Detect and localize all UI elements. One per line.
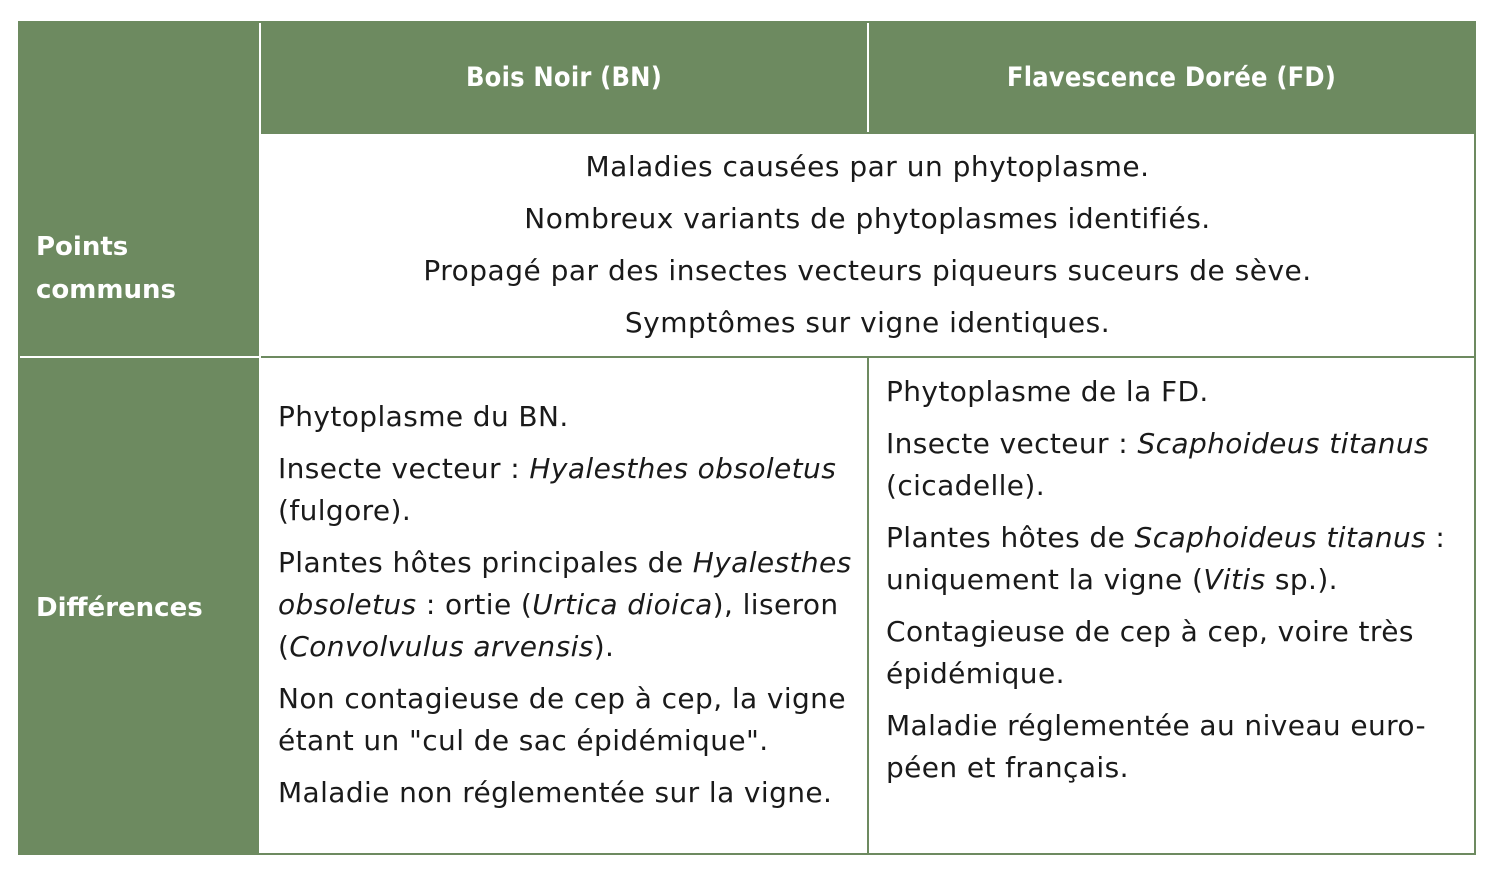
bn-contagion: Non contagieuse de cep à cep, la vigne étant un "cul de sac épidémique". <box>278 682 846 757</box>
row-label-common <box>20 184 259 354</box>
grid-line-label-divider <box>259 23 261 853</box>
grid-line-label-row-divider <box>20 356 259 358</box>
bn-regulation: Maladie non réglementée sur la vigne. <box>278 776 833 809</box>
row-label-common-line2: communs <box>36 275 176 305</box>
bn-vector: Insecte vecteur : Hyalesthes obsoletus (fulgore). <box>278 452 846 527</box>
row-label-differences <box>20 583 259 633</box>
fd-vector: Insecte vecteur : Scaphoideus titanus (cicadelle). <box>886 427 1439 502</box>
fd-pathogen: Phytoplasme de la FD. <box>886 375 1209 408</box>
comparison-table <box>18 21 1476 855</box>
column-header-bn-text: Bois Noir (BN) <box>465 62 663 93</box>
fd-differences-cell <box>869 371 1474 851</box>
common-point: Propagé par des insectes vecteurs piqueurs suceurs de sève. <box>423 254 1312 287</box>
common-point: Nombreux variants de phytoplasmes identifiés. <box>524 202 1211 235</box>
grid-line-column-divider <box>867 358 869 853</box>
column-header-bn <box>261 23 867 132</box>
common-point: Symptômes sur vigne identiques. <box>624 306 1111 339</box>
row-label-column <box>20 23 259 853</box>
column-header-fd-text: Flavescence Dorée (FD) <box>1006 62 1337 93</box>
row-label-common-line1: Points <box>36 232 129 262</box>
row-label-differences-text: Différences <box>36 592 203 623</box>
grid-line-header-divider <box>867 23 869 132</box>
fd-regulation: Maladie réglementée au niveau euro-péen et français. <box>886 709 1426 784</box>
common-point: Maladies causées par un phytoplasme. <box>585 150 1150 183</box>
column-header-fd <box>869 23 1474 132</box>
fd-host-plants: Plantes hôtes de Scaphoideus titanus : uniquement la vigne (Vitis sp.). <box>886 521 1455 596</box>
common-points-cell <box>261 134 1474 356</box>
bn-pathogen: Phytoplasme du BN. <box>278 400 569 433</box>
bn-differences-cell <box>261 396 867 851</box>
bn-host-plants: Plantes hôtes principales de Hyalesthes obsoletus : ortie (Urtica dioica), liseron (Convolvulus arvensis). <box>278 546 852 663</box>
grid-line-row-divider <box>261 356 1474 358</box>
fd-contagion: Contagieuse de cep à cep, voire très épidémique. <box>886 615 1414 690</box>
grid-line-header-bottom <box>261 132 1474 134</box>
